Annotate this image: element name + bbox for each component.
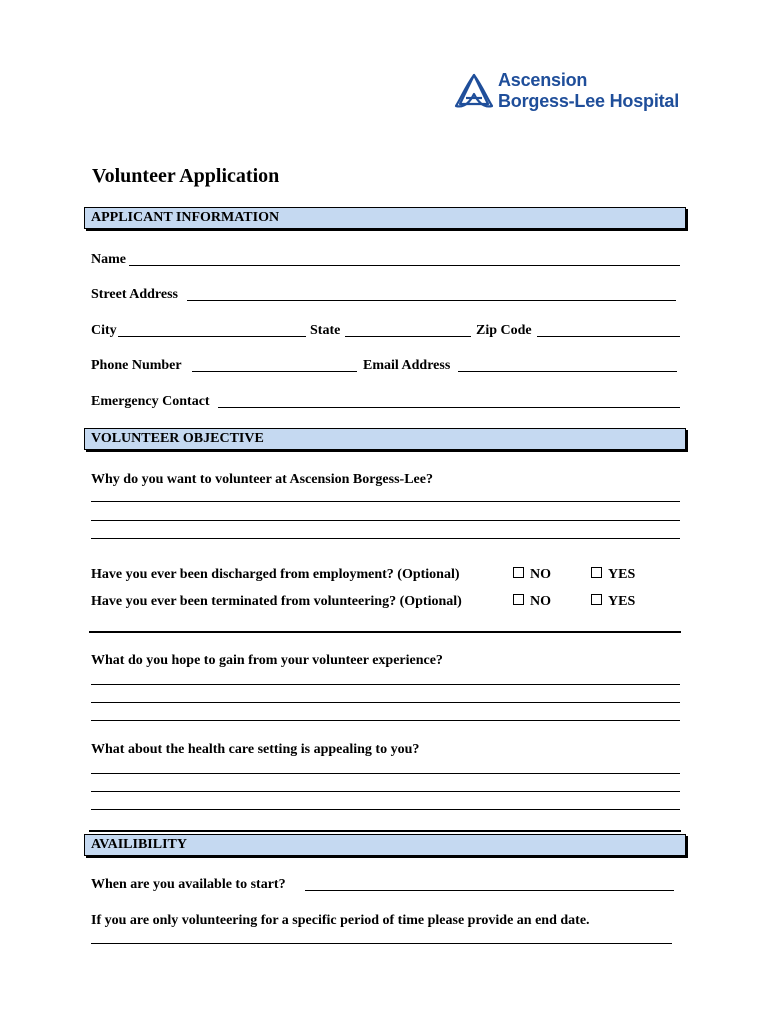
question-end-date: If you are only volunteering for a specific period of time please provide an end date. xyxy=(91,913,590,928)
yes-label: YES xyxy=(608,594,636,609)
checkbox-icon xyxy=(513,594,524,605)
question-start-date: When are you available to start? xyxy=(91,877,286,892)
ascension-logo-icon xyxy=(452,72,496,112)
answer-line[interactable] xyxy=(91,791,680,792)
email-address-label: Email Address xyxy=(363,358,451,373)
answer-line[interactable] xyxy=(91,702,680,703)
checkbox-icon xyxy=(591,567,602,578)
name-field[interactable] xyxy=(129,265,680,266)
yes-label: YES xyxy=(608,567,636,582)
city-label: City xyxy=(91,323,117,338)
question-hope-to-gain: What do you hope to gain from your volunteer experience? xyxy=(91,653,443,668)
section-divider xyxy=(89,631,681,633)
answer-line[interactable] xyxy=(91,501,680,502)
logo-line-2: Borgess-Lee Hospital xyxy=(498,91,680,111)
answer-line[interactable] xyxy=(91,809,680,810)
section-divider xyxy=(89,830,681,832)
question-why-volunteer: Why do you want to volunteer at Ascension Borgess-Lee? xyxy=(91,472,433,487)
answer-line[interactable] xyxy=(91,538,680,539)
name-label: Name xyxy=(91,252,126,267)
section-applicant-information: APPLICANT INFORMATION xyxy=(84,207,686,229)
logo-line-1: Ascension xyxy=(498,70,588,90)
emergency-contact-field[interactable] xyxy=(218,407,680,408)
answer-line[interactable] xyxy=(91,720,680,721)
zip-code-label: Zip Code xyxy=(476,323,532,338)
phone-number-label: Phone Number xyxy=(91,358,182,373)
discharged-yes-checkbox[interactable] xyxy=(591,567,635,583)
no-label: NO xyxy=(530,594,551,609)
hospital-logo xyxy=(452,70,682,114)
emergency-contact-label: Emergency Contact xyxy=(91,394,210,409)
question-terminated: Have you ever been terminated from volunteering? (Optional) xyxy=(91,594,462,609)
section-volunteer-objective: VOLUNTEER OBJECTIVE xyxy=(84,428,686,450)
terminated-no-checkbox[interactable] xyxy=(513,594,551,610)
state-label: State xyxy=(310,323,341,338)
page-title: Volunteer Application xyxy=(92,165,280,187)
phone-number-field[interactable] xyxy=(192,371,357,372)
street-address-field[interactable] xyxy=(187,300,676,301)
question-discharged: Have you ever been discharged from employment? (Optional) xyxy=(91,567,460,582)
question-health-care-appeal: What about the health care setting is appealing to you? xyxy=(91,742,420,757)
zip-code-field[interactable] xyxy=(537,336,680,337)
section-availability: AVAILIBILITY xyxy=(84,834,686,856)
end-date-field[interactable] xyxy=(91,943,672,944)
start-date-field[interactable] xyxy=(305,890,674,891)
street-address-label: Street Address xyxy=(91,287,178,302)
city-field[interactable] xyxy=(118,336,306,337)
answer-line[interactable] xyxy=(91,773,680,774)
email-address-field[interactable] xyxy=(458,371,677,372)
discharged-no-checkbox[interactable] xyxy=(513,567,551,583)
answer-line[interactable] xyxy=(91,520,680,521)
checkbox-icon xyxy=(513,567,524,578)
state-field[interactable] xyxy=(345,336,471,337)
no-label: NO xyxy=(530,567,551,582)
checkbox-icon xyxy=(591,594,602,605)
terminated-yes-checkbox[interactable] xyxy=(591,594,635,610)
answer-line[interactable] xyxy=(91,684,680,685)
